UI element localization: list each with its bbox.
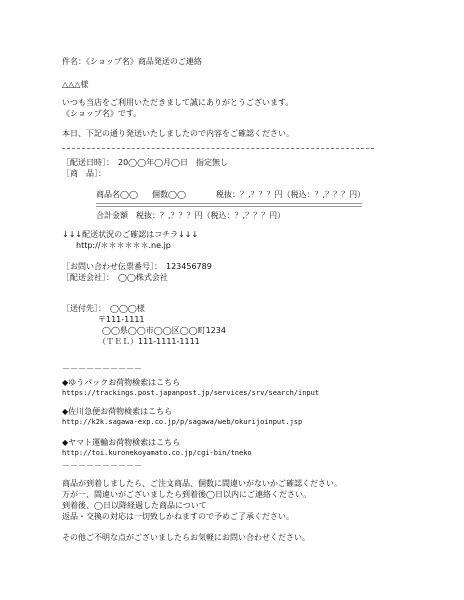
product-quantity: 個数◯◯ — [152, 190, 186, 199]
tracking-note: ↓↓↓配送状況のご確認はコチラ↓↓↓ — [62, 230, 199, 239]
product-header: ［商 品］： — [62, 169, 106, 178]
carrier-label-yamato: ◆ヤマト運輸お荷物検索はこちら — [62, 438, 181, 447]
tracking-link[interactable]: http://＊＊＊＊＊＊.ne.jp — [76, 241, 171, 250]
closing-line-2: 万が一、間違いがございましたら到着後◯日以内にご連絡ください。 — [62, 490, 311, 499]
carrier-label-sagawa: ◆佐川急便お荷物検索はこちら — [62, 407, 173, 416]
ship-to-address: ◯◯県◯◯市◯◯区◯◯町1234 — [102, 326, 226, 335]
product-name: 商品名◯◯ — [96, 190, 138, 199]
greeting-line-1: いつも当店をご利用いただきまして誠にありがとうございます。 — [62, 98, 294, 107]
recipient-name: △△△様 — [62, 80, 89, 89]
divider-top: －－－－－－－－－－ — [62, 364, 142, 373]
final-line: その他ご不明な点がございましたらお気軽にお問い合わせください。 — [62, 533, 310, 542]
ship-to-label: ［送付先］： ◯◯◯様 — [62, 304, 145, 313]
ship-to-phone: （ＴＥＬ）111-1111-1111 — [98, 337, 200, 346]
courier-name: ［配送会社］： ◯◯株式会社 — [62, 273, 168, 282]
closing-line-3: 到着後、◯日以降経過した商品について — [62, 501, 207, 510]
carrier-link-japanpost[interactable]: https://trackings.post.japanpost.jp/services/srv/search/input — [62, 389, 320, 397]
divider-bottom: －－－－－－－－－－ — [62, 461, 142, 470]
total-amount: 合計金額 税抜：？,？？？円（税込：？,？？？円） — [96, 211, 286, 220]
product-price: 税抜：？,？？？円（税込：？,？？？円） — [216, 190, 366, 199]
subject-line: 件名：《ショップ名》商品発送のご連絡 — [62, 57, 202, 66]
ship-to-postcode: 〒111-1111 — [98, 315, 145, 324]
intro-line: 本日、下記の通り発送いたしましたので内容をご確認ください。 — [62, 129, 294, 138]
total-divider — [96, 203, 362, 207]
closing-line-4: 返品・交換の対応は一切致しかねますので予めご了承ください。 — [62, 512, 294, 521]
inquiry-number: ［お問い合わせ伝票番号］： 123456789 — [62, 262, 212, 271]
closing-line-1: 商品が到着しましたら、ご注文商品、個数に間違いがないかご確認ください。 — [62, 479, 342, 488]
carrier-link-yamato[interactable]: http://toi.kuronekoyamato.co.jp/cgi-bin/tneko — [62, 449, 252, 457]
delivery-date: ［配送日時］： 20◯◯年◯月◯日 指定無し — [62, 158, 228, 167]
section-divider — [62, 148, 374, 149]
carrier-link-sagawa[interactable]: http://k2k.sagawa-exp.co.jp/p/sagawa/web/okurijoinput.jsp — [62, 418, 303, 426]
greeting-line-2: 《ショップ名》です。 — [62, 109, 142, 118]
carrier-label-japanpost: ◆ゆうパックお荷物検索はこちら — [62, 378, 181, 387]
